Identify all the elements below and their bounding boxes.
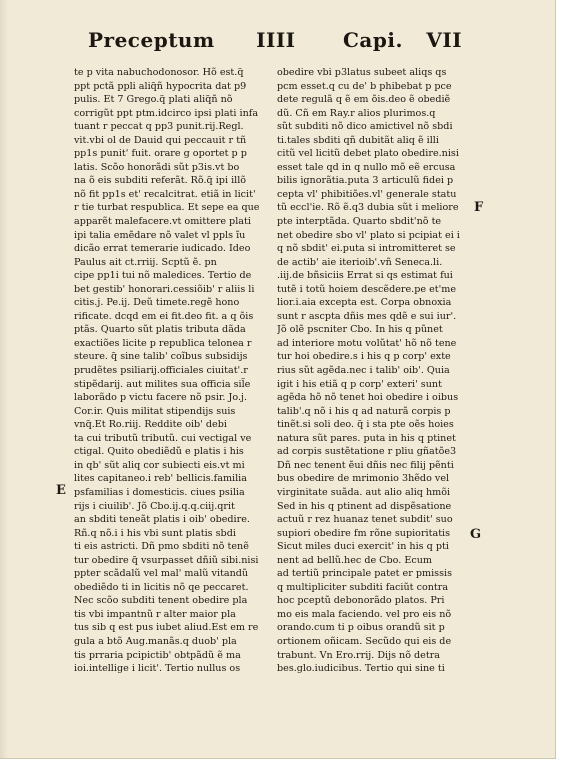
text-line: citis.j. Pe.ij. Deũ timete.regẽ hono — [74, 297, 240, 309]
text-line: ppt pctã ppli aliq̃ñ hypocrita dat p9 — [74, 80, 247, 92]
text-line: pulis. Et 7 Grego.q̃ plati aliq̃ñ nõ — [74, 94, 233, 106]
text-line: ptãs. Quarto sũt platis tributa dãda — [74, 324, 246, 336]
text-line: gula a btõ Aug.manãs.q duob' pla — [74, 635, 237, 647]
text-line: tũ eccl'ie. Rõ ẽ.q3 dubia sũt i meliore — [277, 202, 459, 214]
text-line: tuant r peccat q pp3 punit.rij.Regl. — [74, 121, 244, 133]
text-line: Jõ olẽ pscniter Cbo. In his q pũnet — [277, 324, 443, 336]
text-line: ti.tales sbditi qñ dubitãt aliq ẽ illi — [277, 134, 439, 146]
text-line: cepta vl' phibitiões.vl' generale statu — [277, 188, 457, 200]
text-line: cipe pp1i tui nõ maledices. Tertio de — [74, 270, 252, 282]
text-line: rijs i ciuilib'. Jõ Cbo.ij.q.q.ciij.qrit — [74, 500, 235, 512]
running-head-chapter: VII — [426, 28, 463, 52]
page-gutter-shadow — [0, 0, 8, 758]
text-line: pcm esset.q cu de' b phibebat p pce — [277, 80, 452, 92]
text-line: net obedire sbo vl' plato si pcipiat ei i — [277, 229, 460, 241]
text-line: q nõ sbdit' ei.puta si intromitteret se — [277, 243, 456, 255]
text-line: tis vbi impantnũ r alter maior pla — [74, 608, 236, 620]
text-line: exactiões licite p republica telonea r — [74, 337, 252, 349]
text-line: tur hoi obedire.s i his q p corp' exte — [277, 351, 451, 363]
text-line: natura sũt pares. puta in his q ptinet — [277, 432, 456, 444]
text-line: vnq̃.Et Ro.riij. Reddite oib' debi — [74, 419, 227, 431]
text-line: de actib' aie iterioib'.vñ Seneca.li. — [277, 256, 443, 268]
text-line: ortionem oñicam. Secũdo qui eis de — [277, 635, 452, 647]
text-line: tinẽt.si soli deo. q̃ i sta pte oẽs hoies — [277, 419, 454, 431]
text-line: ipi talia emẽdare nõ valet vl ppls ĩu — [74, 229, 246, 241]
text-line: rius sũt agẽda.nec i talib' oib'. Quia — [277, 365, 450, 377]
margin-letter-e: E — [56, 483, 66, 498]
text-line: ctigal. Quito obediẽdũ e platis i his — [74, 446, 244, 458]
text-line: pp1s punit' fuit. orare g oportet p p — [74, 148, 247, 160]
text-line: nent ad bellũ.hec de Cbo. Ecum — [277, 554, 433, 566]
running-head-title: Preceptum — [88, 28, 215, 52]
text-line: ad interiore motu volũtat' hõ nõ tene — [277, 337, 457, 349]
text-line: Cor.ir. Quis militat stipendijs suis — [74, 405, 236, 417]
text-line: dete regulã q ẽ em õis.deo ẽ obediẽ — [277, 94, 451, 106]
text-line: ioi.intellige i licit'. Tertio nullus os — [74, 663, 241, 675]
text-line: hoc pceptũ debonorãdo platos. Pri — [277, 595, 445, 607]
text-line: Paulus ait ct.rriij. Scptũ ẽ. pn — [74, 256, 217, 268]
running-head — [88, 28, 468, 52]
text-line: stipẽdarij. aut milites sua officia sil̃e — [74, 378, 251, 390]
text-line: orando.cum ti p oibus orandũ sit p — [277, 622, 445, 634]
running-head-number: IIII — [256, 28, 296, 52]
text-line: r tie turbat respublica. Et sepe ea que — [74, 202, 260, 214]
margin-letter-g: G — [470, 527, 482, 542]
text-line: apparẽt malefacere.vt omittere plati — [74, 216, 251, 228]
text-line: rificate. dcqd em ei fit.deo fit. a q õis — [74, 310, 254, 322]
text-line: bet gestib' honorari.cessiõib' r aliis li — [74, 283, 255, 295]
text-line: corrigũt ppt ptm.idcirco ipsi plati infa — [74, 107, 259, 119]
text-line: tur obedire q̃ vsurpasset dñiũ sibi.nisi — [74, 554, 259, 566]
text-line: mo eis mala faciendo. vel pro eis nõ — [277, 608, 452, 620]
text-line: na õ eis subditi referãt. Rõ.q̃ ipi illõ — [74, 175, 247, 187]
text-line: igit i his etiã q p corp' exteri' sunt — [277, 378, 442, 390]
text-line: Dñ nec tenent ẽui dñis nec filij pẽnti — [277, 459, 454, 471]
text-line: Nec scõo subditi tenent obedire pla — [74, 595, 248, 607]
text-line: ad tertiũ principale patet er pmissis — [277, 568, 453, 580]
text-line: bilis ignorãtia.puta 3 articulũ fidei p — [277, 175, 454, 187]
text-line: ta cui tributũ tributũ. cui vectigal ve — [74, 432, 252, 444]
text-line: supiori obedire fm rõne supioritatis — [277, 527, 451, 539]
text-line: talib'.q nõ i his q ad naturã corpis p — [277, 405, 451, 417]
text-line: pte interptãda. Quarto sbdit'nõ te — [277, 216, 442, 228]
text-line: Sed in his q ptinent ad dispẽsatione — [277, 500, 452, 512]
text-line: in qb' sũt aliq cor subiecti eis.vt mi — [74, 459, 245, 471]
text-line: actuũ r rez huanaz tenet subdit' suo — [277, 514, 453, 526]
text-line: tutẽ i totũ hoiem descẽdere.pe et'me — [277, 283, 457, 295]
text-line: prudẽtes psiliarij.officiales ciuitat'.r — [74, 365, 248, 377]
text-line: lior.i.aia excepta est. Corpa obnoxia — [277, 297, 452, 309]
text-line: lites capitaneo.i reb' bellicis.familia — [74, 473, 247, 485]
text-line: psfamilias i domesticis. ciues psilia — [74, 486, 245, 498]
text-line: bes.glo.iudicibus. Tertio qui sine ti — [277, 663, 445, 675]
text-line: obediẽdo ti in licitis nõ qe peccaret. — [74, 581, 249, 593]
text-line: dũ. Cñ em Ray.r alios plurimos.q — [277, 107, 436, 119]
text-line: q multipliciter subditi faciũt contra — [277, 581, 449, 593]
left-text-column — [74, 66, 272, 676]
text-line: Sicut miles duci exercit' in his q pti — [277, 541, 449, 553]
margin-letter-f: F — [474, 200, 484, 215]
running-head-cap: Capi. — [343, 28, 403, 52]
text-line: bus obedire de mrimonio 3hẽdo vel — [277, 473, 450, 485]
text-line: ti eis astricti. Dñ pmo sbditi nõ tenẽ — [74, 541, 249, 553]
text-line: .iij.de bñsiciis Errat si qs estimat fui — [277, 270, 453, 282]
text-line: virginitate suãda. aut alio aliq hmõi — [277, 486, 451, 498]
text-line: dicão errat temerarie iudicado. Ideo — [74, 243, 251, 255]
text-line: nõ fit pp1s et' recalcitrat. etiã in licit' — [74, 188, 256, 200]
text-line: sunt r ascpta dñis mes qdẽ e sui iur'. — [277, 310, 457, 322]
right-text-column — [277, 66, 477, 676]
text-line: ad corpis sustẽtatione r pliu gñatõe3 — [277, 446, 457, 458]
text-line: steure. q̃ sine talib' coĩbus subsidijs — [74, 351, 248, 363]
text-line: an sbditi teneãt platis i oib' obedire. — [74, 514, 250, 526]
text-line: laborãdo p victu facere nõ psir. Jo.j. — [74, 392, 248, 404]
text-line: esset tale qd in q nullo mõ eẽ ercusa — [277, 161, 456, 173]
text-line: latis. Scõo honorãdi sũt p3is.vt bo — [74, 161, 240, 173]
text-line: obedire vbi p3latus subeet aliqs qs — [277, 67, 447, 78]
text-line: agẽda hõ nõ tenet hoi obedire i oibus — [277, 392, 459, 404]
text-line: sũt subditi nõ dico amictivel nõ sbdi — [277, 121, 453, 133]
text-line: vit.vbi ol de Dauid qui peccauit r tñ — [74, 134, 247, 146]
text-line: citũ vel licitũ debet plato obedire.nisi — [277, 148, 459, 160]
text-line: tis prraria pcipictib' obtpãdũ ẽ ma — [74, 649, 241, 661]
text-line: ppter scãdalũ vel mal' malũ vitandũ — [74, 568, 249, 580]
text-line: te p vita nabuchodonosor. Hõ est.q̃ — [74, 67, 244, 78]
text-line: Rñ.q nõ.i i his vbi sunt platis sbdi — [74, 527, 236, 539]
text-line: tus sib q est pus iubet aliud.Est em re — [74, 622, 259, 634]
text-line: trabunt. Vn Ero.rrij. Dijs nõ detra — [277, 649, 441, 661]
